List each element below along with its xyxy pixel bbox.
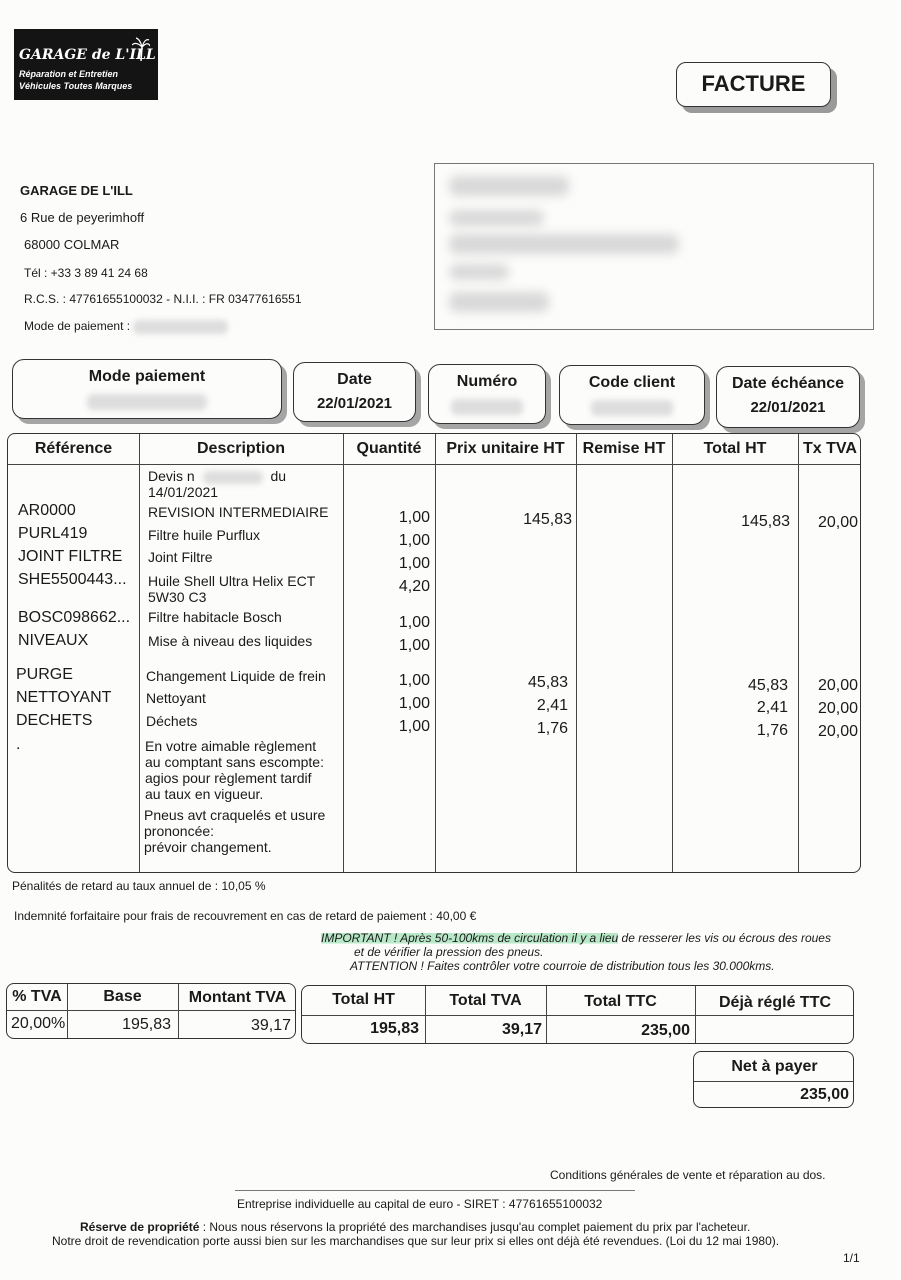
note-line: au taux en vigueur. — [145, 786, 264, 802]
tyre-warning-note — [144, 807, 325, 855]
garage-logo — [14, 29, 158, 100]
header-total-ht: Total HT — [703, 440, 767, 457]
vat-base-value: 195,83 — [122, 1016, 171, 1033]
payment-mode-box — [12, 359, 282, 419]
terms-conditions-text: Conditions générales de vente et réparation au dos. — [550, 1168, 826, 1182]
retention-of-title-line1 — [80, 1220, 750, 1234]
total-ttc-header: Total TTC — [584, 993, 657, 1010]
quote-date: 14/01/2021 — [148, 484, 219, 500]
header-discount: Remise HT — [582, 440, 666, 457]
quote-du: du — [270, 468, 287, 484]
row-vat-rate: 20,00 — [817, 677, 858, 694]
total-tva-header: Total TVA — [449, 992, 522, 1009]
net-to-pay-value: 235,00 — [800, 1086, 849, 1103]
row-total-ht: 145,83 — [741, 513, 790, 530]
row-reference: JOINT FILTRE — [18, 548, 123, 565]
important-notice-line1 — [321, 931, 831, 945]
important-highlight: IMPORTANT ! Après 50-100kms de circulation il y a lieu — [321, 931, 619, 945]
logo-name: GARAGE de L'ILL — [19, 47, 156, 63]
net-to-pay-box — [693, 1051, 854, 1108]
row-quantity: 4,20 — [398, 578, 430, 595]
row-description: Déchets — [146, 713, 198, 729]
due-date-box — [716, 366, 860, 428]
company-city: 68000 COLMAR — [24, 237, 120, 252]
row-reference: PURGE — [16, 666, 73, 683]
logo-line3: Véhicules Toutes Marques — [19, 81, 133, 91]
row-quantity: 1,00 — [398, 509, 430, 526]
row-unit-price: 2,41 — [536, 697, 568, 714]
vat-rate-value: 20,00% — [11, 1015, 66, 1032]
vat-amount-header: Montant TVA — [188, 989, 287, 1006]
row-quantity: 1,00 — [398, 555, 430, 572]
due-date-header: Date échéance — [731, 375, 845, 392]
total-ht-header: Total HT — [332, 991, 395, 1008]
note-line: agios pour règlement tardif — [145, 770, 312, 786]
net-to-pay-label: Net à payer — [731, 1058, 818, 1075]
logo-line2: Réparation et Entretien — [19, 69, 119, 79]
row-quantity: 1,00 — [398, 672, 430, 689]
company-capital-text: Entreprise individuelle au capital de euro - SIRET : 47761655100032 — [237, 1197, 603, 1211]
header-quantity: Quantité — [356, 440, 422, 457]
customer-address-box — [434, 163, 874, 330]
row-reference: DECHETS — [16, 712, 93, 729]
note-line: En votre aimable règlement — [145, 738, 317, 754]
note-line: prononcée: — [144, 823, 215, 839]
attention-notice: ATTENTION ! Faites contrôler votre courroie de distribution tous les 30.000kms. — [350, 959, 775, 973]
redacted-customer-line — [449, 264, 509, 280]
row-reference: NETTOYANT — [16, 689, 112, 706]
payment-mode-line — [24, 319, 228, 334]
due-date-value: 22/01/2021 — [750, 399, 826, 416]
row-total-ht: 1,76 — [756, 722, 788, 739]
vat-base-header: Base — [103, 988, 142, 1005]
client-code-header: Code client — [588, 374, 676, 391]
invoice-lines-table — [7, 433, 861, 873]
palm-tree-icon — [132, 37, 150, 61]
total-ttc-value: 235,00 — [641, 1022, 690, 1039]
late-penalty-text: Pénalités de retard au taux annuel de : 10,05 % — [12, 879, 266, 893]
vat-amount-value: 39,17 — [250, 1017, 291, 1034]
note-line: au comptant sans escompte: — [145, 754, 324, 770]
number-header: Numéro — [456, 373, 518, 390]
row-quantity: 1,00 — [398, 532, 430, 549]
retention-of-title-label: Réserve de propriété — [80, 1220, 200, 1234]
row-description — [148, 573, 315, 605]
company-name: GARAGE DE L'ILL — [20, 183, 133, 198]
header-description: Description — [196, 440, 285, 457]
document-title: FACTURE — [676, 62, 831, 107]
footer-divider — [235, 1190, 635, 1191]
date-header: Date — [337, 371, 372, 388]
vat-summary-table — [6, 983, 296, 1039]
redacted-customer-name — [449, 176, 569, 196]
row-description: Filtre huile Purflux — [148, 527, 261, 543]
vat-rate-header: % TVA — [12, 988, 62, 1005]
row-reference: BOSC098662... — [18, 609, 131, 626]
row-vat-rate: 20,00 — [817, 700, 858, 717]
row-description: Joint Filtre — [148, 549, 213, 565]
redacted-invoice-number — [451, 399, 523, 415]
redacted-customer-city — [449, 292, 549, 312]
note-line: Pneus avt craquelés et usure — [144, 807, 326, 823]
retention-of-title-line2: Notre droit de revendication porte aussi bien sur les marchandises que sur leur prix si elles ont déjà été revendues. (Loi du 12 mai 1980). — [52, 1234, 780, 1248]
row-unit-price: 145,83 — [523, 511, 572, 528]
number-box — [428, 364, 546, 424]
already-paid-header: Déjà réglé TTC — [718, 994, 832, 1011]
row-unit-price: 45,83 — [527, 674, 568, 691]
redacted-quote-number — [203, 471, 263, 484]
header-unit-price: Prix unitaire HT — [446, 440, 565, 457]
row-description: Mise à niveau des liquides — [148, 633, 313, 649]
row-reference-dot: . — [16, 736, 21, 753]
row-quantity: 1,00 — [398, 637, 430, 654]
row-reference: NIVEAUX — [18, 632, 89, 649]
redacted-payment-mode — [133, 320, 228, 334]
row-vat-rate: 20,00 — [817, 723, 858, 740]
important-rest: de resserer les vis ou écrous des roues — [618, 931, 831, 945]
recovery-fee-text: Indemnité forfaitaire pour frais de recouvrement en cas de retard de paiement : 40,00 € — [14, 909, 477, 923]
redacted-customer-street — [449, 234, 679, 254]
row-unit-price: 1,76 — [536, 720, 568, 737]
total-tva-value: 39,17 — [501, 1021, 542, 1038]
date-value: 22/01/2021 — [316, 395, 393, 412]
row-total-ht: 2,41 — [756, 699, 788, 716]
row-reference: PURL419 — [18, 525, 88, 542]
client-code-box — [559, 365, 705, 425]
note-line: prévoir changement. — [144, 839, 272, 855]
redacted-client-code — [591, 400, 673, 416]
header-reference: Référence — [34, 440, 113, 457]
redacted-customer-line — [449, 210, 544, 226]
row-description-line1: Huile Shell Ultra Helix ECT — [148, 573, 316, 589]
row-description: Filtre habitacle Bosch — [148, 609, 282, 625]
quote-prefix: Devis n — [148, 468, 195, 484]
row-reference: SHE5500443... — [18, 571, 127, 588]
quote-reference — [148, 468, 286, 500]
company-street: 6 Rue de peyerimhoff — [20, 210, 145, 225]
date-box — [293, 362, 416, 422]
row-vat-rate: 20,00 — [817, 514, 858, 531]
row-quantity: 1,00 — [398, 718, 430, 735]
redacted-payment-mode-value — [87, 394, 207, 410]
row-reference: AR0000 — [18, 502, 76, 519]
page-number: 1/1 — [843, 1251, 860, 1265]
row-quantity: 1,00 — [398, 614, 430, 631]
row-description-line2: 5W30 C3 — [148, 589, 207, 605]
totals-table — [301, 985, 854, 1044]
row-description: Changement Liquide de frein — [146, 668, 326, 684]
payment-mode-label: Mode de paiement : — [24, 319, 131, 333]
payment-mode-header: Mode paiement — [88, 368, 206, 385]
header-vat-rate: Tx TVA — [803, 440, 857, 457]
company-tel: Tél : +33 3 89 41 24 68 — [24, 266, 148, 280]
total-ht-value: 195,83 — [370, 1020, 419, 1037]
row-total-ht: 45,83 — [747, 677, 788, 694]
retention-of-title-text: : Nous nous réservons la propriété des marchandises jusqu'au complet paiement du prix par l'acheteur. — [199, 1220, 751, 1234]
row-quantity: 1,00 — [398, 695, 430, 712]
important-notice-line2: et de vérifier la pression des pneus. — [354, 945, 544, 959]
row-description: REVISION INTERMEDIAIRE — [148, 504, 329, 520]
company-rcs: R.C.S. : 47761655100032 - N.I.I. : FR 03477616551 — [24, 292, 302, 306]
row-description: Nettoyant — [146, 690, 206, 706]
payment-terms-note — [145, 738, 324, 802]
